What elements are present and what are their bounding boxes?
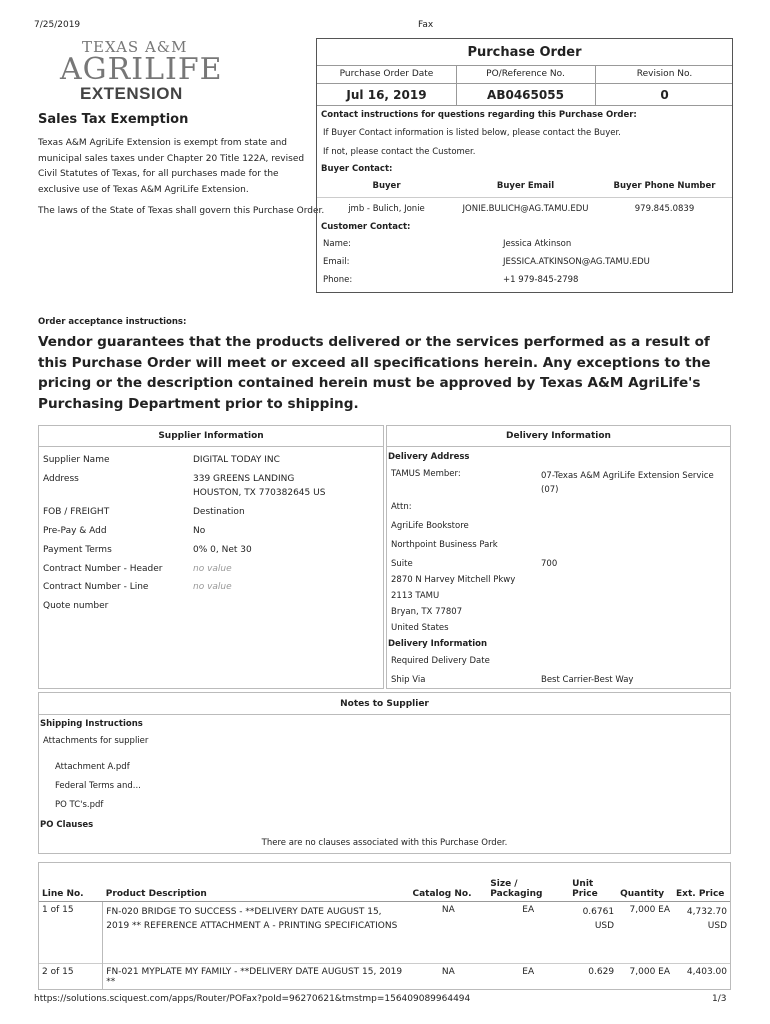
acceptance-text: Vendor guarantees that the products delivered or the services performed as a result of this Purchase Order will meet or exceed all specifications herein. Any exceptions to the pricing or the description contained herein must be approved by Texas A&M AgriLife's Purchasing Department prior to shipping. bbox=[38, 334, 711, 412]
ship-via-label: Ship Via bbox=[391, 675, 426, 685]
fob-value: Destination bbox=[193, 507, 245, 517]
shipping-instructions-heading: Shipping Instructions bbox=[40, 719, 143, 729]
col-size-line1: Size / bbox=[490, 878, 518, 889]
governing-law: The laws of the State of Texas shall govern this Purchase Order. bbox=[38, 206, 325, 216]
row2-catalog: NA bbox=[441, 966, 455, 977]
row2-ext-price: 4,403.00 bbox=[686, 966, 727, 977]
attn-label: Attn: bbox=[391, 502, 412, 512]
notes-to-supplier-panel bbox=[38, 692, 731, 854]
tamus-member-value: 07-Texas A&M AgriLife Extension Service (07) bbox=[541, 471, 714, 495]
customer-email: JESSICA.ATKINSON@AG.TAMU.EDU bbox=[503, 257, 650, 267]
sales-tax-body: Texas A&M AgriLife Extension is exempt from state and municipal sales taxes under Chapter 20 Title 122A, revised Civil Statutes of Texas, for all purchases made for the exclusive use of Texas A&M AgriLife Extension. bbox=[38, 138, 305, 195]
required-delivery-label: Required Delivery Date bbox=[391, 656, 490, 666]
buyer-name: jmb - Bulich, Jonie bbox=[348, 204, 425, 214]
supplier-address-label: Address bbox=[43, 474, 79, 484]
row1-unit-price bbox=[569, 901, 617, 963]
row1-size: EA bbox=[522, 904, 535, 915]
buyer-phone-col-label: Buyer Phone Number bbox=[613, 181, 716, 191]
customer-name: Jessica Atkinson bbox=[503, 239, 572, 249]
attachments-label: Attachments for supplier bbox=[43, 736, 149, 746]
attachment-link-2[interactable]: Federal Terms and... bbox=[55, 781, 141, 791]
tamus-member-label: TAMUS Member: bbox=[391, 469, 461, 479]
buyer-phone: 979.845.0839 bbox=[634, 204, 695, 214]
delivery-line3: 2870 N Harvey Mitchell Pkwy bbox=[391, 575, 516, 585]
row2-line: 2 of 15 bbox=[42, 966, 74, 977]
attachment-link-3[interactable]: PO TC's.pdf bbox=[55, 800, 104, 810]
buyer-contact-heading: Buyer Contact: bbox=[321, 164, 393, 174]
print-date: 7/25/2019 bbox=[34, 20, 81, 30]
po-clauses-text: There are no clauses associated with this Purchase Order. bbox=[261, 838, 508, 848]
prepay-label: Pre-Pay & Add bbox=[43, 526, 107, 536]
row1-ext-value: 4,732.70 bbox=[686, 906, 727, 917]
buyer-col-label: Buyer bbox=[372, 181, 401, 191]
acceptance-label: Order acceptance instructions: bbox=[38, 317, 187, 327]
buyer-email: JONIE.BULICH@AG.TAMU.EDU bbox=[462, 204, 589, 214]
prepay-value: No bbox=[193, 526, 206, 536]
suite-value: 700 bbox=[541, 559, 558, 569]
delivery-address-heading: Delivery Address bbox=[388, 452, 470, 462]
footer-url[interactable]: https://solutions.sciquest.com/apps/Router/POFax?poId=96270621&tmstmp=156409089964494 bbox=[34, 994, 471, 1004]
supplier-heading: Supplier Information bbox=[158, 431, 264, 441]
contact-line2: If not, please contact the Customer. bbox=[323, 147, 476, 157]
col-description: Product Description bbox=[103, 863, 410, 901]
logo-line1: TEXAS A&M bbox=[82, 38, 188, 56]
po-revision: 0 bbox=[660, 88, 669, 102]
po-title: Purchase Order bbox=[467, 45, 582, 60]
contact-heading: Contact instructions for questions regarding this Purchase Order: bbox=[321, 110, 637, 120]
row2-description: FN-021 MYPLATE MY FAMILY - **DELIVERY DATE AUGUST 15, 2019 ** bbox=[103, 963, 410, 990]
po-number: AB0465055 bbox=[487, 88, 564, 102]
delivery-line6: United States bbox=[391, 623, 449, 633]
row1-ext-currency: USD bbox=[707, 920, 727, 931]
contract-header-label: Contract Number - Header bbox=[43, 564, 163, 574]
supplier-address-line2: HOUSTON, TX 770382645 US bbox=[193, 488, 326, 498]
customer-name-label: Name: bbox=[323, 239, 351, 249]
col-size bbox=[487, 863, 569, 901]
footer-page: 1/3 bbox=[712, 994, 727, 1004]
row2-size: EA bbox=[522, 966, 535, 977]
po-ref-label: PO/Reference No. bbox=[486, 69, 565, 79]
logo-line2: AGRILIFE bbox=[60, 52, 223, 87]
delivery-line5: Bryan, TX 77807 bbox=[391, 607, 463, 617]
delivery-line4: 2113 TAMU bbox=[391, 591, 440, 601]
payment-terms-label: Payment Terms bbox=[43, 545, 112, 555]
po-clauses-heading: PO Clauses bbox=[40, 820, 94, 830]
sales-tax-title: Sales Tax Exemption bbox=[38, 112, 189, 127]
contact-line1: If Buyer Contact information is listed below, please contact the Buyer. bbox=[323, 128, 621, 138]
delivery-heading: Delivery Information bbox=[506, 431, 611, 441]
row1-catalog: NA bbox=[441, 904, 455, 915]
attachment-link-1[interactable]: Attachment A.pdf bbox=[55, 762, 130, 772]
line-items-table bbox=[38, 862, 731, 990]
supplier-information-panel bbox=[38, 425, 384, 689]
table-row bbox=[39, 901, 730, 963]
col-catalog: Catalog No. bbox=[409, 863, 487, 901]
supplier-address-line1: 339 GREENS LANDING bbox=[193, 474, 295, 484]
col-line-no: Line No. bbox=[39, 863, 103, 901]
customer-phone: +1 979-845-2798 bbox=[503, 275, 579, 285]
po-rev-label: Revision No. bbox=[636, 69, 693, 79]
customer-contact-heading: Customer Contact: bbox=[321, 222, 411, 232]
supplier-name: DIGITAL TODAY INC bbox=[193, 455, 280, 465]
quote-number-label: Quote number bbox=[43, 601, 109, 611]
suite-label: Suite bbox=[391, 559, 413, 569]
logo-line3: EXTENSION bbox=[80, 84, 183, 103]
row1-quantity: 7,000 EA bbox=[629, 904, 671, 915]
row2-quantity: 7,000 EA bbox=[629, 966, 671, 977]
delivery-line1: AgriLife Bookstore bbox=[391, 521, 469, 531]
supplier-name-label: Supplier Name bbox=[43, 455, 110, 465]
customer-phone-label: Phone: bbox=[323, 275, 353, 285]
delivery-line2: Northpoint Business Park bbox=[391, 540, 498, 550]
contract-line-value: no value bbox=[193, 582, 232, 592]
delivery-information-panel bbox=[386, 425, 731, 689]
payment-terms-value: 0% 0, Net 30 bbox=[193, 545, 252, 555]
row1-ext-price bbox=[673, 901, 730, 963]
purchase-order-box bbox=[316, 38, 733, 293]
row1-line: 1 of 15 bbox=[42, 904, 74, 915]
col-unit-line2: Price bbox=[572, 888, 598, 899]
col-unit-line1: Unit bbox=[572, 878, 594, 889]
contract-line-label: Contract Number - Line bbox=[43, 582, 149, 592]
po-date: Jul 16, 2019 bbox=[346, 88, 427, 102]
contract-header-value: no value bbox=[193, 564, 232, 574]
agrilife-logo bbox=[60, 38, 223, 104]
col-size-line2: Packaging bbox=[490, 888, 543, 899]
row2-unit-price: 0.629 bbox=[588, 966, 615, 977]
row1-description: FN-020 BRIDGE TO SUCCESS - **DELIVERY DATE AUGUST 15, 2019 ** REFERENCE ATTACHMENT A - PRINTING SPECIFICATIONS bbox=[103, 901, 410, 963]
col-quantity: Quantity bbox=[617, 863, 673, 901]
notes-heading: Notes to Supplier bbox=[340, 699, 429, 709]
print-title: Fax bbox=[418, 20, 434, 30]
table-row bbox=[39, 963, 730, 990]
buyer-email-col-label: Buyer Email bbox=[496, 181, 555, 191]
fob-label: FOB / FREIGHT bbox=[43, 507, 110, 517]
row1-unit-value: 0.6761 bbox=[582, 906, 615, 917]
row1-unit-currency: USD bbox=[594, 920, 615, 931]
po-date-label: Purchase Order Date bbox=[339, 69, 434, 79]
delivery-info-subheading: Delivery Information bbox=[388, 639, 488, 649]
col-ext-price: Ext. Price bbox=[673, 863, 730, 901]
col-unit-price bbox=[569, 863, 617, 901]
customer-email-label: Email: bbox=[323, 257, 350, 267]
ship-via-value: Best Carrier-Best Way bbox=[541, 675, 634, 685]
